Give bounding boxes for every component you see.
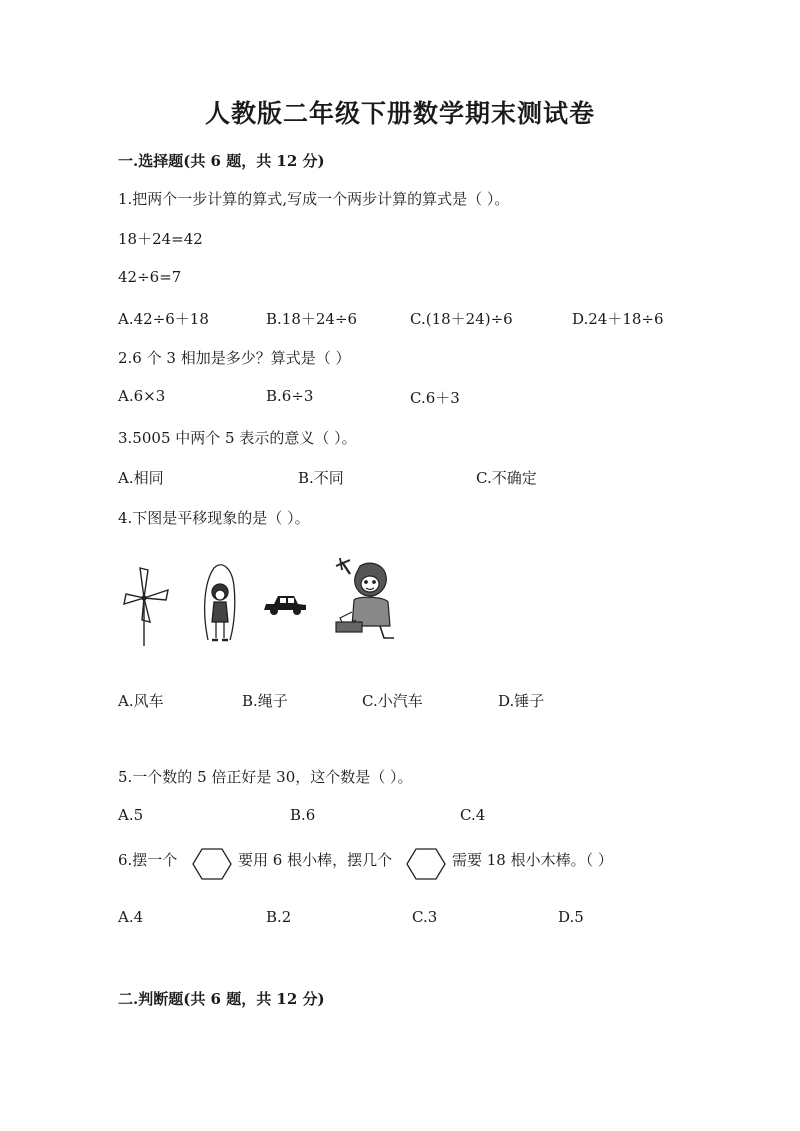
question-1-option-c[interactable]: C.(18＋24)÷6 <box>410 310 513 328</box>
question-4-pictures <box>118 556 408 656</box>
question-1-option-a[interactable]: A.42÷6＋18 <box>118 310 209 328</box>
question-6-option-c[interactable]: C.3 <box>412 908 438 926</box>
question-1-equation-2: 42÷6=7 <box>118 268 182 286</box>
question-5-stem: 5.一个数的 5 倍正好是 30，这个数是（ ）。 <box>118 768 413 786</box>
question-5-option-a[interactable]: A.5 <box>118 806 144 824</box>
question-2-option-c[interactable]: C.6＋3 <box>410 389 460 407</box>
question-6-stem-part-2: 要用 6 根小棒，摆几个 <box>238 851 393 869</box>
question-3-option-c[interactable]: C.不确定 <box>476 469 537 487</box>
question-2-option-a[interactable]: A.6×3 <box>118 387 166 405</box>
question-4-option-c[interactable]: C.小汽车 <box>362 692 423 710</box>
question-5-option-b[interactable]: B.6 <box>290 806 316 824</box>
question-4-option-b[interactable]: B.绳子 <box>242 692 288 710</box>
question-5-option-c[interactable]: C.4 <box>460 806 486 824</box>
question-6-option-b[interactable]: B.2 <box>266 908 292 926</box>
hexagon-icon <box>404 846 448 882</box>
question-3-option-b[interactable]: B.不同 <box>298 469 344 487</box>
question-6-stem-part-1: 6.摆一个 <box>118 851 178 869</box>
question-3-stem: 3.5005 中两个 5 表示的意义（ ）。 <box>118 429 357 447</box>
question-1-option-d[interactable]: D.24＋18÷6 <box>572 310 664 328</box>
hexagon-icon <box>190 846 234 882</box>
page-title: 人教版二年级下册数学期末测试卷 <box>204 99 595 128</box>
question-6-option-d[interactable]: D.5 <box>558 908 584 926</box>
question-3-option-a[interactable]: A.相同 <box>118 469 164 487</box>
jump-rope-image <box>200 562 240 646</box>
toy-car-image <box>262 592 308 616</box>
hammer-image <box>330 556 396 642</box>
question-4-stem: 4.下图是平移现象的是（ ）。 <box>118 509 310 527</box>
question-2-stem: 2.6 个 3 相加是多少？算式是（ ） <box>118 349 351 367</box>
question-4-option-d[interactable]: D.锤子 <box>498 692 545 710</box>
question-1-equation-1: 18＋24=42 <box>118 230 203 248</box>
question-1-stem: 1.把两个一步计算的算式,写成一个两步计算的算式是（ ）。 <box>118 190 510 208</box>
question-4-option-a[interactable]: A.风车 <box>118 692 164 710</box>
pinwheel-image <box>122 560 172 648</box>
question-2-option-b[interactable]: B.6÷3 <box>266 387 314 405</box>
question-6-stem-part-3: 需要 18 根小木棒。（ ） <box>452 851 613 869</box>
section-heading-judgement: 二.判断题(共 6 题，共 12 分) <box>118 990 325 1008</box>
question-6-option-a[interactable]: A.4 <box>118 908 144 926</box>
question-1-option-b[interactable]: B.18＋24÷6 <box>266 310 358 328</box>
section-heading-choice: 一.选择题(共 6 题，共 12 分) <box>118 152 325 170</box>
